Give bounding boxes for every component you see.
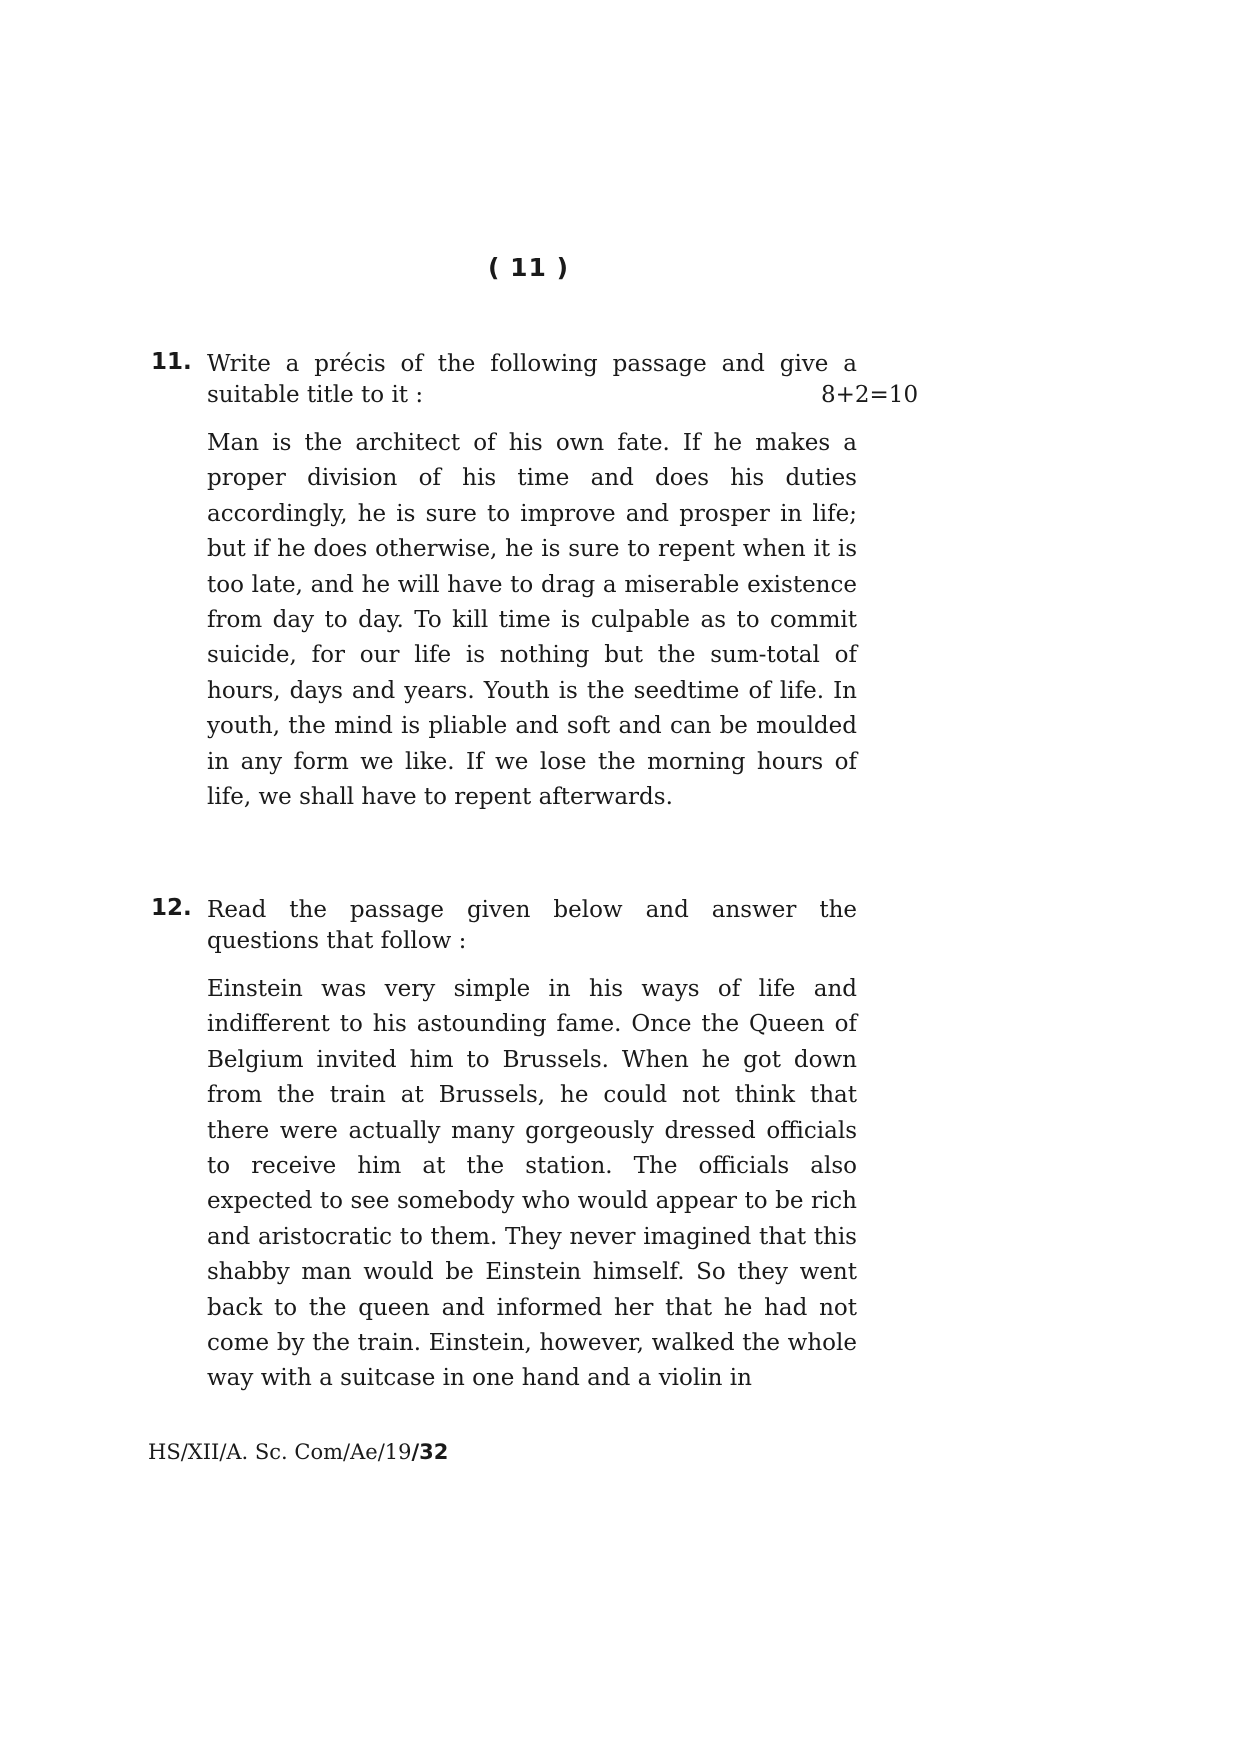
page-number: ( 11 ) <box>488 253 570 282</box>
footer-code <box>148 1440 448 1464</box>
question-prompt: Write a précis of the following passage and give a suitable title to it : <box>207 351 857 408</box>
question-passage: Man is the architect of his own fate. If he makes a proper division of his time and does his duties accordingly, he is sure to improve and prosper in life; but if he does otherwise, he is sure to repent when it is too late, and he will have to drag a miserable existence from day to day. To kill time is culpable as to commit suicide, for our life is nothing but the sum-total of hours, days and years. Youth is the seedtime of life. In youth, the mind is pliable and soft and can be moulded in any form we like. If we lose the morning hours of life, we shall have to repent afterwards. <box>207 430 857 811</box>
question-passage: Einstein was very simple in his ways of life and indifferent to his astounding fame. Once the Queen of Belgium invited him to Brussels. When he got down from the train at Brussels, he could not think that there were actually many gorgeously dressed officials to receive him at the station. The officials also expected to see somebody who would appear to be rich and aristocratic to them. They never imagined that this shabby man would be Einstein himself. So they went back to the queen and informed her that he had not come by the train. Einstein, however, walked the whole way with a suitcase in one hand and a violin in <box>207 976 857 1392</box>
footer-page-total: /32 <box>411 1440 449 1464</box>
footer-code-text: HS/XII/A. Sc. Com/Ae/19 <box>148 1440 412 1464</box>
question-prompt: Read the passage given below and answer the questions that follow : <box>207 897 857 954</box>
question-marks: 8+2=10 <box>821 382 919 408</box>
question-number: 12. <box>151 895 192 921</box>
question-number: 11. <box>151 349 192 375</box>
